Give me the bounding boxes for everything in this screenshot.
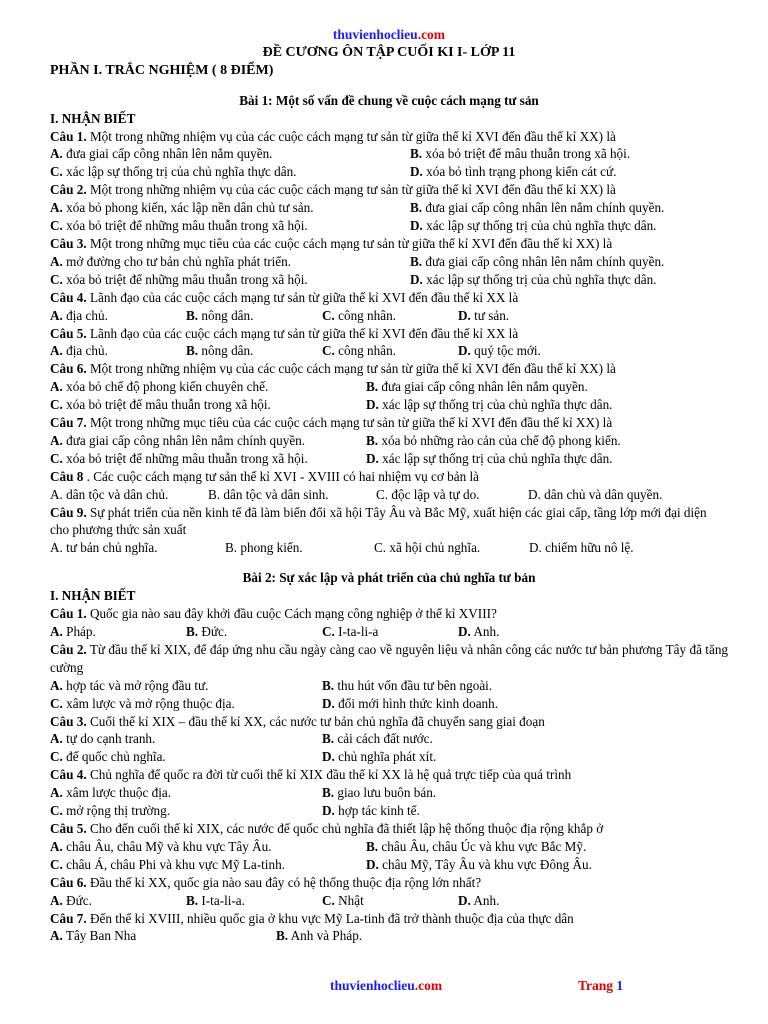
option-c: C. mở rộng thị trường. [50,803,171,819]
option-c: C. xã hội chủ nghĩa. [374,540,481,556]
question: Câu 9. Sự phát triển của nền kinh tế đã làm biến đổi xã hội Tây Âu và Bắc Mỹ, xuất hiện các giai cấp, tầng lớp mới đại diện cho phương thức sản xuất [50,504,707,538]
option-b: B. cải cách đất nước. [322,731,433,747]
option-a: A. châu Âu, châu Mỹ và khu vực Tây Âu. [50,838,272,854]
question: Câu 3. Cuối thế kỉ XIX – đầu thế kỉ XX, các nước tư bản chủ nghĩa đã chuyển sang giai đoạn [50,713,545,729]
option-b: B. nông dân. [186,343,254,359]
question: Câu 2. Một trong những nhiệm vụ của các cuộc cách mạng tư sản từ giữa thế kỉ XVI đến đầu thế kỉ XX) là [50,182,616,198]
lesson-2-title: Bài 2: Sự xác lập và phát triển của chủ nghĩa tư bản [242,570,536,586]
option-d: D. xác lập sự thống trị của chủ nghĩa thực dân. [410,218,657,234]
option-b: B. thu hút vốn đầu tư bên ngoài. [322,677,493,693]
option-d: D. tư sản. [458,307,510,323]
option-d: D. chủ nghĩa phát xít. [322,749,437,765]
option-b: B. đưa giai cấp công nhân lên nắm chính quyền. [410,200,665,216]
option-c: C. I-ta-li-a [322,624,379,639]
option-c: C. độc lập và tự do. [376,486,480,502]
option-b: B. xóa bỏ triệt để mâu thuẫn trong xã hội. [410,146,631,162]
document-title: ĐỀ CƯƠNG ÔN TẬP CUỐI KI I- LỚP 11 [262,44,516,60]
option-b: B. giao lưu buôn bán. [322,785,437,801]
option-a: A. đưa giai cấp công nhân lên nắm quyền. [50,146,273,162]
option-b: B. xóa bỏ những rào cản của chế độ phong kiến. [366,432,621,448]
option-d: D. Anh. [458,892,500,908]
option-a: A. Pháp. [50,624,96,639]
option-a: A. Đức. [50,892,92,908]
page-number: Trang 1 [578,978,624,993]
option-b: B. dân tộc và dân sinh. [208,486,329,502]
option-d: D. quý tộc mới. [458,343,541,359]
option-d: D. hợp tác kinh tế. [322,803,420,819]
question: Câu 6. Đầu thế kỉ XX, quốc gia nào sau đây có hệ thống thuộc địa rộng lớn nhất? [50,874,482,890]
option-b: B. Anh và Pháp. [276,928,363,944]
option-d: D. xác lập sự thống trị của chủ nghĩa thực dân. [410,271,657,287]
question: Câu 4. Lãnh đạo của các cuộc cách mạng tư sản từ giữa thế kỉ XVI đến đầu thế kỉ XX là [50,289,519,305]
question: Câu 6. Một trong những nhiệm vụ của các cuộc cách mạng tư sản từ giữa thế kỉ XVI đến đầu thế kỉ XX) là [50,361,616,377]
question: Câu 1. Một trong những nhiệm vụ của các cuộc cách mạng tư sản từ giữa thế kỉ XVI đến đầu thế kỉ XX) là [50,128,616,144]
question: Câu 7. Một trong những mục tiêu của các cuộc cách mạng tư sản từ giữa thế kỉ XVI đến đầu thế kỉ XX) là [50,415,613,431]
option-a: A. mở đường cho tư bản chủ nghĩa phát triển. [50,253,292,269]
option-c: C. xác lập sự thống trị của chủ nghĩa thực dân. [50,164,297,180]
option-a: A. tự do cạnh tranh. [50,731,156,747]
option-a: A. tư bản chủ nghĩa. [50,540,158,556]
option-b: B. Đức. [186,624,228,639]
option-c: C. đế quốc chủ nghĩa. [50,749,166,765]
option-b: B. đưa giai cấp công nhân lên nắm quyền. [366,379,588,395]
option-d: D. dân chủ và dân quyền. [528,486,663,502]
option-d: D. xác lập sự thống trị của chủ nghĩa thực dân. [366,397,613,413]
option-b: B. I-ta-li-a. [186,892,245,908]
option-a: A. đưa giai cấp công nhân lên nắm chính quyền. [50,432,306,448]
option-a: A. xâm lược thuộc địa. [50,785,172,801]
footer-site: thuvienhoclieu.com [330,978,443,993]
lesson-2-section: I. NHẬN BIẾT [50,588,136,604]
option-b: B. nông dân. [186,307,254,323]
option-d: D. xác lập sự thống trị của chủ nghĩa thực dân. [366,450,613,466]
option-c: C. công nhân. [322,307,396,323]
option-c: C. Nhật [322,892,364,908]
question: Câu 3. Một trong những mục tiêu của các cuộc cách mạng tư sản từ giữa thế kỉ XVI đến đầu thế kỉ XX) là [50,235,613,251]
question: Câu 5. Lãnh đạo của các cuộc cách mạng tư sản từ giữa thế kỉ XVI đến đầu thế kỉ XX là [50,325,519,341]
option-c: C. châu Á, châu Phi và khu vực Mỹ La-tinh. [50,856,285,872]
option-a: A. Tây Ban Nha [50,928,137,944]
option-b: B. phong kiến. [225,540,303,556]
option-c: C. xóa bỏ triệt để mâu thuẫn trong xã hội. [50,397,271,413]
option-a: A. xóa bỏ phong kiến, xác lập nền dân chủ tư sản. [50,200,314,216]
option-d: D. châu Mỹ, Tây Âu và khu vực Đông Âu. [366,856,592,872]
option-b: B. châu Âu, châu Úc và khu vực Bắc Mỹ. [366,838,587,854]
option-c: C. công nhân. [322,343,396,359]
question: Câu 7. Đến thế kỉ XVIII, nhiều quốc gia ở khu vực Mỹ La-tinh đã trở thành thuộc địa của thực dân [50,910,574,926]
question: Câu 4. Chủ nghĩa đế quốc ra đời từ cuối thế kỉ XIX đầu thế kỉ XX là hệ quả trực tiếp của quá trình [50,767,572,783]
site-watermark: thuvienhoclieu.com [332,27,446,42]
option-c: C. xóa bỏ triệt để những mâu thuẫn trong xã hội. [50,450,308,466]
option-a: A. địa chủ. [50,307,108,323]
question: Câu 5. Cho đến cuối thế kỉ XIX, các nước đế quốc chủ nghĩa đã thiết lập hệ thống thuộc địa rộng khắp ở [50,820,604,836]
option-a: A. xóa bỏ chế độ phong kiến chuyên chế. [50,379,269,395]
option-a: A. địa chủ. [50,343,108,359]
option-c: C. xóa bỏ triệt để những mâu thuẫn trong xã hội. [50,218,308,234]
option-c: C. xóa bỏ triệt để những mâu thuẫn trong xã hội. [50,271,308,287]
option-b: B. đưa giai cấp công nhân lên nắm chính quyền. [410,253,665,269]
question: Câu 2. Từ đầu thế kỉ XIX, để đáp ứng nhu cầu ngày càng cao về nguyên liệu và nhân công các nước tư bản phương Tây đã tăng cường [50,641,729,675]
option-d: D. chiếm hữu nô lệ. [529,540,634,556]
option-c: C. xâm lược và mở rộng thuộc địa. [50,695,235,711]
option-d: D. Anh. [458,624,500,639]
lesson-1-section: I. NHẬN BIẾT [50,110,136,126]
question: Câu 1. Quốc gia nào sau đây khởi đầu cuộc Cách mạng công nghiệp ở thế kỉ XVIII? [50,606,497,622]
question: Câu 8 . Các cuộc cách mạng tư sản thế kỉ XVI - XVIII có hai nhiệm vụ cơ bản là [50,468,480,484]
option-d: D. đổi mới hình thức kinh doanh. [322,695,499,711]
lesson-1-title: Bài 1: Một số vấn đề chung về cuộc cách mạng tư sản [239,92,539,108]
option-a: A. hợp tác và mở rộng đầu tư. [50,677,209,693]
option-d: D. xóa bỏ tình trạng phong kiến cát cứ. [410,164,617,180]
option-a: A. dân tộc và dân chủ. [50,486,169,502]
part-heading: PHẦN I. TRẮC NGHIỆM ( 8 ĐIỂM) [50,62,274,78]
